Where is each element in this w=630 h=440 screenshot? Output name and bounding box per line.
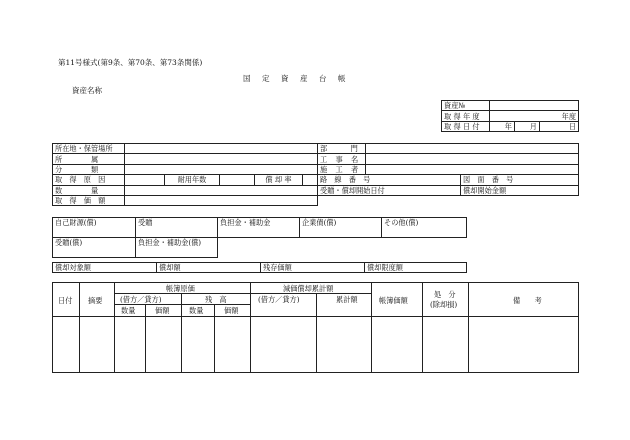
acq-date-year: 年	[490, 121, 515, 131]
col-accum-total: 累計額	[336, 295, 358, 304]
blank-cell	[318, 195, 579, 205]
asset-no-value[interactable]	[490, 101, 579, 111]
depr-limit-label: 償却限度額	[365, 263, 467, 273]
col-disposal-sub: (除却損)	[430, 300, 458, 309]
asset-no-label: 資産№	[442, 101, 490, 111]
start-date-label: 受贈・償却開始日付	[318, 185, 461, 195]
quantity-value[interactable]	[125, 185, 318, 195]
col-qty-1: 数量	[121, 306, 136, 315]
col-qty-2: 数量	[189, 306, 204, 315]
belong-label: 所 属	[53, 154, 125, 164]
col-book-dr-cr: (借方／貸方)	[120, 295, 162, 304]
depr-rate-label: 償 却 率	[255, 175, 303, 185]
depr-target-label: 償却対象額	[53, 263, 157, 273]
location-label: 所在地・保管場所	[53, 144, 125, 154]
quantity-label: 数 量	[53, 185, 125, 195]
bond-label: 企業債(償)	[300, 218, 382, 238]
acq-date-day: 日	[540, 121, 579, 131]
belong-value[interactable]	[125, 154, 318, 164]
dept-value[interactable]	[366, 144, 579, 154]
map-no-label: 図 面 番 号	[461, 175, 579, 185]
acq-year-suffix: 年度	[490, 111, 579, 121]
depr-rate-value[interactable]	[303, 175, 318, 185]
col-date: 日付	[58, 296, 73, 305]
acq-year-label: 取 得 年 度	[442, 111, 490, 121]
asset-name-label: 資産名称	[72, 86, 102, 95]
subsidy-d-label: 負担金・補助金(償)	[136, 238, 218, 258]
blank-cell	[218, 238, 467, 258]
subsidy-label: 負担金・補助金	[218, 218, 300, 238]
col-balance: 残 高	[205, 295, 227, 304]
useful-life-value[interactable]	[220, 175, 255, 185]
route-no-label: 路 線 番 号	[318, 175, 461, 185]
info-table	[52, 143, 579, 206]
remaining-value-label: 残存価額	[261, 263, 365, 273]
donation-label: 受贈	[136, 218, 218, 238]
col-notes: 備 考	[513, 296, 542, 305]
col-value-1: 価額	[155, 306, 170, 315]
own-funds-label: 自己財源(償)	[53, 218, 136, 238]
col-accum-dr-cr: (借方／貸方)	[258, 295, 300, 304]
acq-date-label: 取 得 日 付	[442, 121, 490, 131]
project-label: 工 事 名	[318, 154, 366, 164]
dept-label: 部 門	[318, 144, 366, 154]
donation-d-label: 受贈(償)	[53, 238, 136, 258]
contractor-value[interactable]	[366, 164, 579, 174]
depr-amount-label: 償却額	[157, 263, 261, 273]
other-label: その他(償)	[382, 218, 467, 238]
col-value-2: 価額	[224, 306, 239, 315]
acq-cause-value[interactable]	[125, 175, 165, 185]
project-value[interactable]	[366, 154, 579, 164]
form-number: 第11号様式(第9条、第70条、第73条関係)	[58, 58, 203, 67]
acq-cause-label: 取 得 原 因	[53, 175, 125, 185]
acq-price-label: 取 得 価 額	[53, 195, 125, 205]
useful-life-label: 耐用年数	[165, 175, 220, 185]
contractor-label: 施 工 者	[318, 164, 366, 174]
acq-date-month: 月	[515, 121, 540, 131]
class-label: 分 類	[53, 164, 125, 174]
col-disposal: 処 分	[434, 290, 456, 299]
location-value[interactable]	[125, 144, 318, 154]
col-book-cost: 帳簿原価	[166, 284, 195, 293]
col-accum: 減価償却累計額	[283, 284, 334, 293]
id-box	[441, 100, 579, 132]
class-value[interactable]	[125, 164, 318, 174]
page-title: 国 定 資 産 台 帳	[243, 74, 348, 83]
acq-price-value[interactable]	[125, 195, 318, 205]
start-amount-label: 償却開始金額	[461, 185, 579, 195]
col-summary: 摘要	[88, 296, 103, 305]
depr-table	[52, 262, 467, 273]
col-book-value: 帳簿価額	[379, 296, 408, 305]
funding-table	[52, 217, 467, 258]
